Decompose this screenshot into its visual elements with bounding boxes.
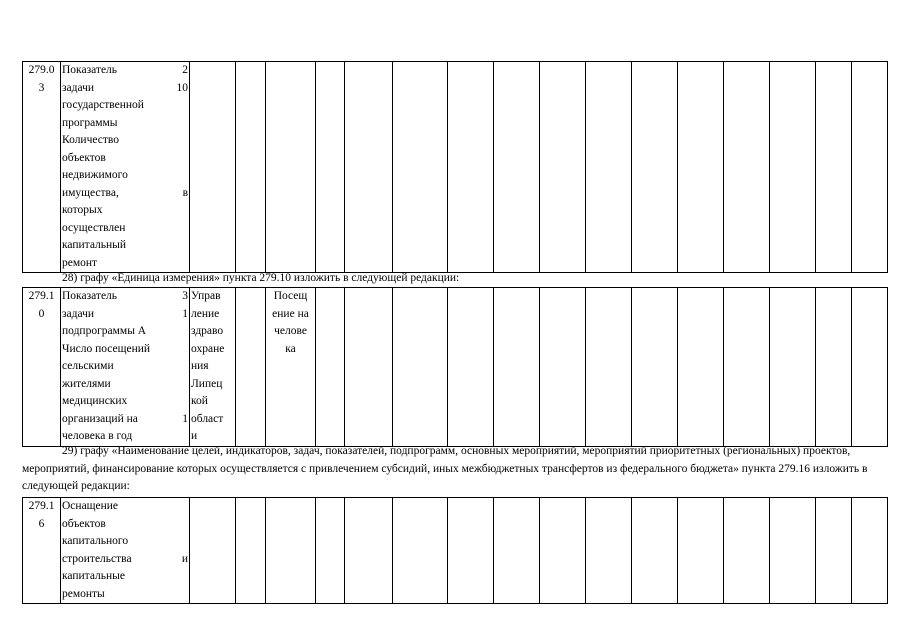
empty-cell [494, 288, 540, 447]
paragraph-29: 29) графу «Наименование целей, индикаторов, задач, показателей, подпрограмм, основных мероприятий, мероприятий приоритетных (региональных) проектов, мероприятий, финансирование которых осуществляется с привлечением субсидий, иных межбюджетных трансфертов из федерального бюджета» пункта 279.16 изложить в следующей редакции: [22, 445, 868, 492]
unit-line: Посещ [273, 290, 308, 302]
name-line: имущества, в [62, 186, 188, 199]
name-line: Число посещений [62, 342, 151, 355]
empty-cell [266, 62, 316, 273]
name-line: капитального [62, 535, 129, 547]
unit-cell [266, 288, 316, 447]
table-row-279-10 [22, 287, 888, 447]
empty-cell [724, 288, 770, 447]
row-number-line: 279.1 [28, 290, 55, 302]
row-number-line: 3 [38, 81, 45, 94]
unit-line: ение на [272, 307, 309, 320]
name-line: сельскими [62, 360, 114, 372]
empty-cell [678, 288, 724, 447]
indicator-name-cell [61, 498, 190, 604]
table-row-279-16 [22, 497, 888, 604]
executor-line: здраво [191, 325, 224, 337]
empty-cell [770, 498, 816, 604]
executor-line: Управ [191, 290, 221, 302]
row-number-line: 279.0 [28, 64, 55, 76]
name-line: капитальные [62, 570, 126, 582]
name-line: Показатель 2 [62, 64, 188, 76]
empty-cell [632, 62, 678, 273]
empty-cell [770, 288, 816, 447]
table-row [23, 62, 888, 273]
empty-cell [770, 62, 816, 273]
empty-cell [393, 498, 448, 604]
empty-cell [540, 62, 586, 273]
name-line: государственной [62, 99, 144, 111]
name-line: ремонты [62, 587, 105, 600]
empty-cell [632, 288, 678, 447]
empty-cell [816, 498, 852, 604]
name-line: капитальный [62, 239, 127, 251]
empty-cell [852, 62, 888, 273]
name-line: человека в год [62, 430, 133, 442]
table-row-279-03 [22, 61, 888, 273]
empty-cell [852, 288, 888, 447]
empty-cell [236, 62, 266, 273]
empty-cell [816, 288, 852, 447]
name-line: организаций на 1 [62, 412, 188, 425]
empty-cell [494, 62, 540, 273]
empty-cell [494, 498, 540, 604]
name-line: задачи 10 [62, 81, 188, 94]
name-line: подпрограммы А [62, 325, 147, 337]
name-line: строительства и [62, 552, 188, 565]
executor-line: ление [191, 307, 220, 320]
name-line: ремонт [62, 256, 98, 269]
empty-cell [586, 62, 632, 273]
empty-cell [448, 288, 494, 447]
name-line: объектов [62, 151, 106, 164]
empty-cell [393, 62, 448, 273]
empty-cell [632, 498, 678, 604]
empty-cell [724, 498, 770, 604]
name-line: недвижимого [62, 169, 128, 181]
empty-cell [852, 498, 888, 604]
empty-cell [448, 62, 494, 273]
empty-cell [345, 62, 393, 273]
executor-cell [190, 288, 236, 447]
empty-cell [816, 62, 852, 273]
empty-cell [724, 62, 770, 273]
name-line: медицинских [62, 395, 128, 407]
empty-cell [345, 288, 393, 447]
row-number-line: 279.1 [28, 500, 55, 512]
indicator-name-cell [61, 62, 190, 273]
name-line: программы [62, 116, 118, 129]
empty-cell [448, 498, 494, 604]
unit-line: челове [274, 325, 307, 337]
empty-cell [190, 62, 236, 273]
executor-line: кой [191, 395, 208, 407]
row-number-line: 6 [38, 517, 45, 530]
name-line: жителями [62, 377, 111, 390]
empty-cell [586, 288, 632, 447]
empty-cell [190, 498, 236, 604]
name-line: осуществлен [62, 221, 126, 234]
name-line: Показатель 3 [62, 290, 188, 302]
executor-line: охране [191, 342, 225, 355]
name-line: Оснащение [62, 500, 119, 512]
executor-line: и [191, 430, 198, 442]
table-row [23, 498, 888, 604]
empty-cell [316, 62, 345, 273]
row-number-cell [23, 498, 61, 604]
name-line: объектов [62, 517, 106, 530]
unit-line: ка [285, 342, 296, 355]
empty-cell [586, 498, 632, 604]
empty-cell [678, 62, 724, 273]
row-number-cell [23, 62, 61, 273]
name-line: Количество [62, 134, 119, 146]
paragraph-28: 28) графу «Единица измерения» пункта 279.10 изложить в следующей редакции: [62, 272, 460, 284]
empty-cell [345, 498, 393, 604]
empty-cell [393, 288, 448, 447]
executor-line: ния [191, 360, 209, 372]
empty-cell [316, 288, 345, 447]
row-number-line: 0 [38, 307, 45, 320]
row-number-cell [23, 288, 61, 447]
name-line: задачи 1 [62, 307, 188, 320]
executor-line: област [191, 412, 224, 425]
name-line: которых [62, 204, 103, 216]
empty-cell [236, 498, 266, 604]
empty-cell [540, 288, 586, 447]
indicator-name-cell [61, 288, 190, 447]
table-row [23, 288, 888, 447]
empty-cell [236, 288, 266, 447]
executor-line: Липец [191, 377, 223, 390]
empty-cell [266, 498, 316, 604]
empty-cell [540, 498, 586, 604]
empty-cell [316, 498, 345, 604]
empty-cell [678, 498, 724, 604]
